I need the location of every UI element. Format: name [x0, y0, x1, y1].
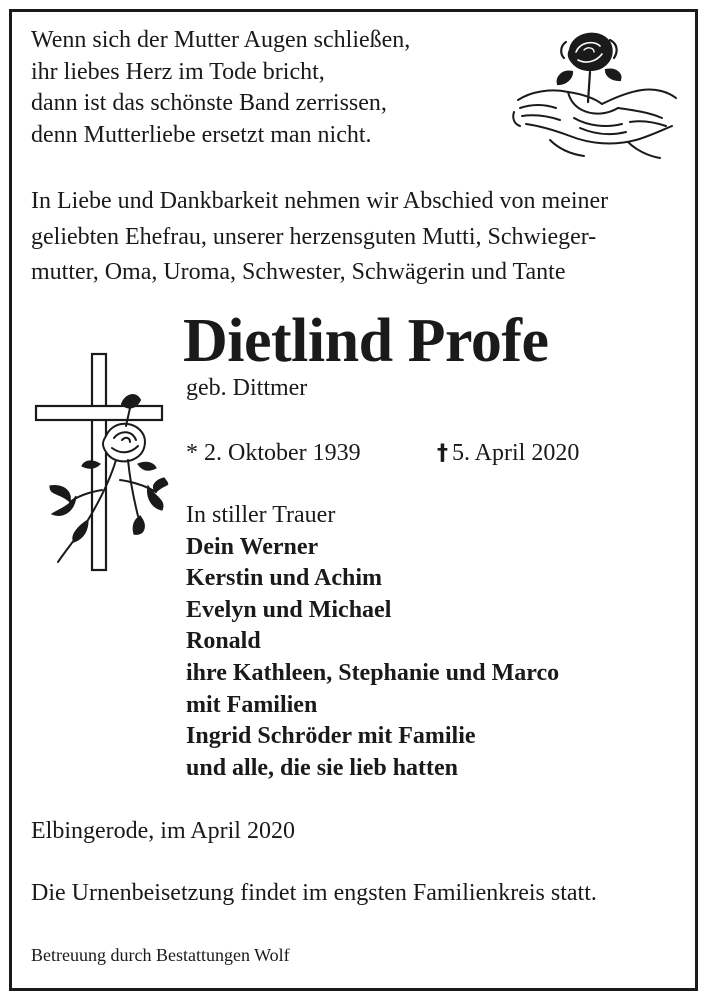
mourner-name: und alle, die sie lieb hatten — [186, 754, 459, 781]
poem — [31, 25, 410, 151]
cross-with-rose-icon — [30, 350, 175, 575]
poem-line: dann ist das schönste Band zerrissen, — [31, 90, 387, 116]
birth-name: geb. Dittmer — [186, 375, 308, 401]
intro-line: mutter, Oma, Uroma, Schwester, Schwägerin und Tante — [31, 259, 566, 285]
funeral-note: Die Urnenbeisetzung findet im engsten Familienkreis statt. — [31, 880, 597, 906]
intro-line: In Liebe und Dankbarkeit nehmen wir Abschied von meiner — [31, 188, 609, 214]
birth-date: * 2. Oktober 1939 — [186, 440, 361, 466]
mourners-heading: In stiller Trauer — [186, 502, 336, 528]
undertaker-credit: Betreuung durch Bestattungen Wolf — [31, 945, 290, 965]
intro-line: geliebten Ehefrau, unserer herzensguten Mutti, Schwieger- — [31, 223, 597, 250]
place-and-date: Elbingerode, im April 2020 — [31, 818, 295, 844]
poem-line: Wenn sich der Mutter Augen schließen, — [31, 27, 411, 53]
mourner-name: Dein Werner — [186, 533, 319, 560]
mourner-name: Kerstin und Achim — [186, 565, 383, 592]
poem-line: denn Mutterliebe ersetzt man nicht. — [31, 121, 372, 148]
mourner-name: ihre Kathleen, Stephanie und Marco — [186, 659, 560, 686]
deceased-name: Dietlind Profe — [183, 307, 549, 375]
death-date: 5. April 2020 — [452, 440, 580, 466]
mourner-name: Ingrid Schröder mit Familie — [186, 723, 476, 750]
dagger-icon: † — [437, 441, 448, 466]
mourner-name: Ronald — [186, 628, 261, 655]
hands-holding-rose-icon — [510, 22, 680, 162]
poem-line: ihr liebes Herz im Tode bricht, — [31, 58, 325, 85]
intro-text — [31, 184, 608, 291]
mourners — [186, 500, 559, 784]
mourner-name: Evelyn und Michael — [186, 596, 392, 623]
mourner-name: mit Familien — [186, 691, 318, 718]
death-date-row — [437, 437, 579, 470]
